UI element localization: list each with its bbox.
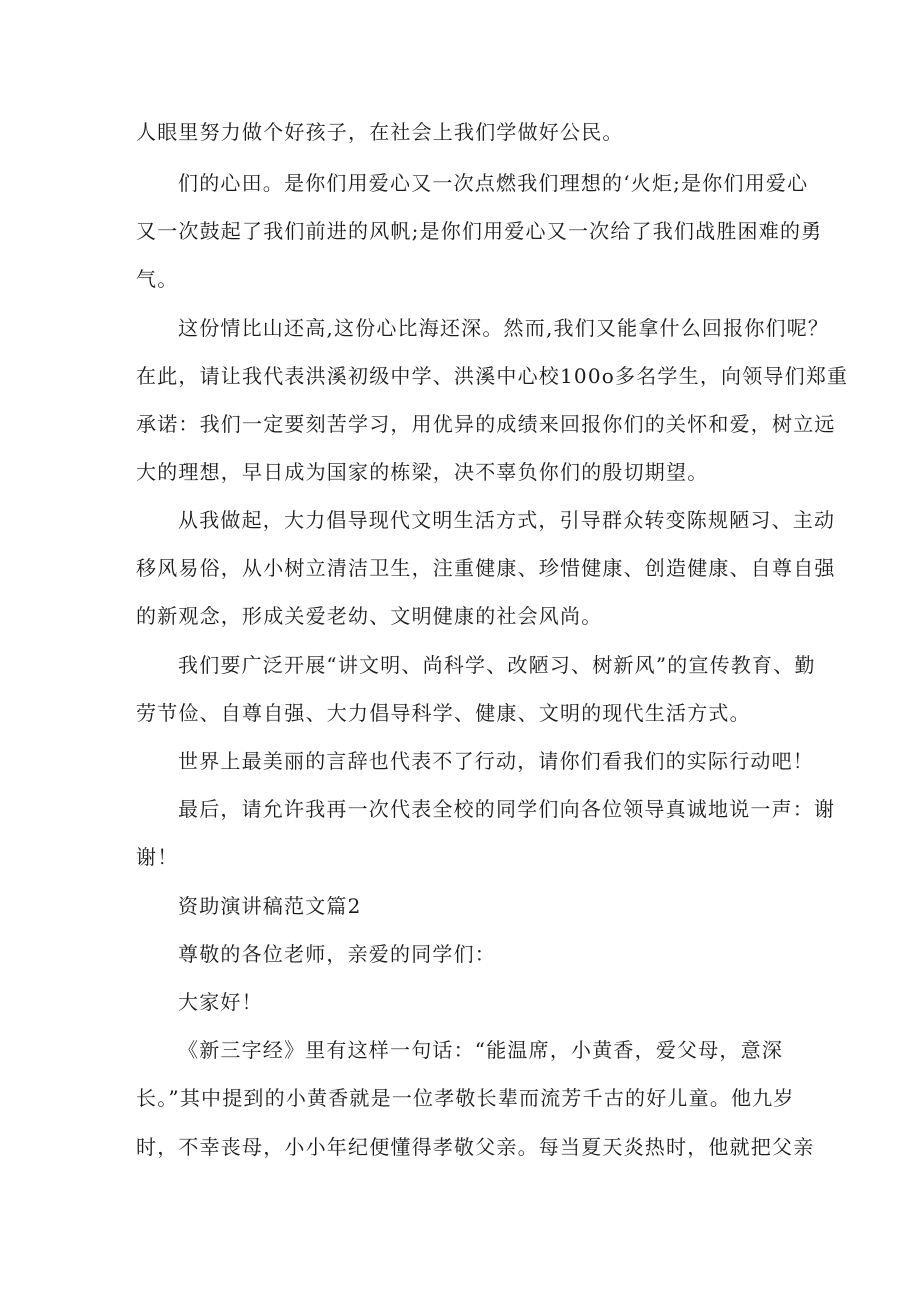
paragraph-2-line-2: 又一次鼓起了我们前进的风帆;是你们用爱心又一次给了我们战胜困难的勇 [136, 219, 823, 243]
paragraph-11-line-1: 《新三字经》里有这样一句话：“能温席，小黄香，爱父母，意深 [178, 1038, 784, 1062]
paragraph-3-line-2: 在此，请让我代表洪溪初级中学、洪溪中心校100o多名学生，向领导们郑重 [136, 364, 849, 388]
paragraph-2-line-3: 气。 [136, 267, 179, 291]
paragraph-1-line-1: 人眼里努力做个好孩子，在社会上我们学做好公民。 [136, 120, 624, 144]
section-heading: 资助演讲稿范文篇2 [178, 894, 362, 918]
paragraph-11-line-2: 长。”其中提到的小黄香就是一位孝敬长辈而流芳千古的好儿童。他九岁 [136, 1086, 795, 1110]
paragraph-7-line-2: 谢！ [136, 845, 179, 869]
paragraph-3-line-3: 承诺：我们一定要刻苦学习，用优异的成绩来回报你们的关怀和爱，树立远 [136, 412, 836, 436]
paragraph-11-line-3: 时，不幸丧母，小小年纪便懂得孝敬父亲。每当夏天炎热时，他就把父亲 [136, 1135, 815, 1159]
paragraph-7-line-1: 最后，请允许我再一次代表全校的同学们向各位领导真诚地说一声：谢 [178, 797, 836, 821]
paragraph-2-line-1: 们的心田。是你们用爱心又一次点燃我们理想的‘火炬;是你们用爱心 [178, 171, 809, 195]
paragraph-4-line-1: 从我做起，大力倡导现代文明生活方式，引导群众转变陈规陋习、主动 [178, 508, 836, 532]
paragraph-5-line-2: 劳节俭、自尊自强、大力倡导科学、健康、文明的现代生活方式。 [136, 701, 751, 725]
paragraph-3-line-1: 这份情比山还高,这份心比海还深。然而,我们又能拿什么回报你们呢？ [178, 316, 830, 340]
salutation: 尊敬的各位老师，亲爱的同学们： [178, 942, 496, 966]
greeting: 大家好！ [178, 990, 263, 1014]
paragraph-4-line-3: 的新观念，形成关爱老幼、文明健康的社会风尚。 [136, 604, 603, 628]
paragraph-3-line-4: 大的理想，早日成为国家的栋梁，决不辜负你们的殷切期望。 [136, 460, 709, 484]
paragraph-5-line-1: 我们要广泛开展“讲文明、尚科学、改陋习、树新风”的宣传教育、勤 [178, 653, 816, 677]
paragraph-4-line-2: 移风易俗，从小树立清洁卫生，注重健康、珍惜健康、创造健康、自尊自强 [136, 556, 836, 580]
paragraph-6-line-1: 世界上最美丽的言辞也代表不了行动，请你们看我们的实际行动吧！ [178, 749, 814, 773]
